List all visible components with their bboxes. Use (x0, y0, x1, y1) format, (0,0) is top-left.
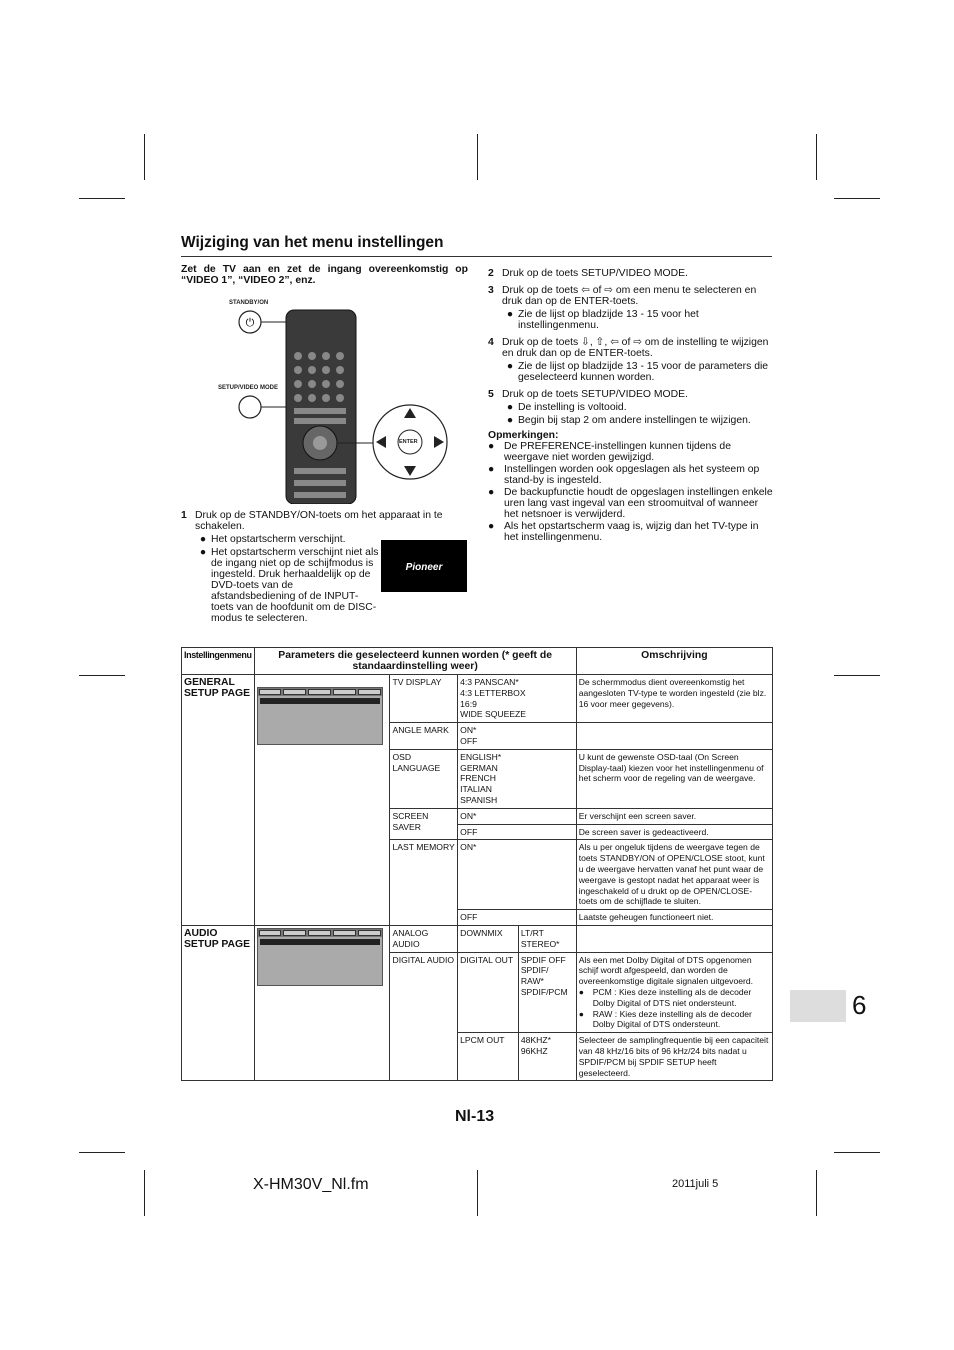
param-sub: DIGITAL OUT (458, 952, 519, 1033)
step-2 (488, 268, 774, 279)
header-desc: Omschrijving (576, 648, 772, 675)
step-1: 1 Druk op de STANDBY/ON-toets om het apparaat in te schakelen. ● Het opstartscherm verschijnt. ● Het opstartscherm verschijnt niet als de ingang niet op de schijfmodus is ingesteld. Druk herhaaldelijk op de DVD-toets van de afstandsbediening of de INPUT-toets van de hoofdunit om de DISC-modus te selecteren. (181, 510, 468, 624)
header-params: Parameters die geselecteerd kunnen worden (* geeft de standaardinstelling weer) (254, 648, 576, 675)
left-column (181, 264, 468, 286)
param-desc: U kunt de gewenste OSD-taal (On Screen Display-taal) kiezen voor het instellingenmenu of het scherm voor de regeling van de weergave. (576, 749, 772, 808)
param-desc: Selecteer de samplingfrequentie bij een capaciteit van 48 kHz/16 bits of 96 kHz/24 bits nadat u SPDIF/PCM bij SPDIF SETUP heeft geselecteerd. (576, 1033, 772, 1081)
note: Instellingen worden ook opgeslagen als het systeem op stand-by is ingesteld. (504, 464, 760, 486)
footer-date: 2011juli 5 (672, 1178, 719, 1190)
param-name: ANALOG AUDIO (390, 925, 458, 952)
right-column: 2 Druk op de toets SETUP/VIDEO MODE. 3 Druk op de toets ⇦ of ⇨ om een menu te selecteren en druk dan op de ENTER-toets. ● Zie de lijst op bladzijde 13 - 15 voor het instellingenmenu. 4 Druk op de toets ⇩, ⇧, ⇦ of ⇨ om de instelling te wijzigen en druk dan op de ENTER-toets. ● Zie de lijst op bladzijde 13 - 15 voor de parameters die geselecteerd kunnen worden. 5 Druk op de toets SETUP/VIDEO MODE. ● De instelling is voltooid. ● Begin bij stap 2 om andere instellingen te wijzigen. Opmerkingen: ● De PREFERENCE-instellingen kunnen tijdens de weergave niet worden gewijzigd. ● Instellingen worden ook opgeslagen als het systeem op stand-by is ingesteld. ● De backupfunctie houdt de opgeslagen instellingen enkele uren lang vast ingeval van een stroomuitval of wanneer het netsnoer is verwijderd. ● Als het opstartscherm vaag is, wijzig dan het TV-type in het instellingenmenu. (488, 268, 773, 543)
step-number: 1 (181, 510, 187, 521)
page-title: Wijziging van het menu instellingen (181, 234, 772, 257)
param-desc: De screen saver is gedeactiveerd. (576, 824, 772, 840)
page-tab (790, 990, 846, 1022)
enter-label: ENTER (399, 439, 418, 445)
audio-setup-screen (254, 925, 390, 1080)
param-sub: LPCM OUT (458, 1033, 519, 1081)
note: De PREFERENCE-instellingen kunnen tijdens de weergave niet worden gewijzigd. (504, 441, 731, 463)
menu-screenshot (257, 687, 383, 745)
param-name: OSD LANGUAGE (390, 749, 458, 808)
remote-control-icon (236, 308, 471, 504)
pioneer-logo-icon (381, 540, 467, 592)
step-sub: De instelling is voltooid. (518, 402, 627, 413)
step-number: 4 (488, 337, 494, 348)
param-sub: DOWNMIX (458, 925, 519, 952)
param-options: 4:3 PANSCAN* 4:3 LETTERBOX 16:9 WIDE SQUEEZE (458, 675, 577, 723)
param-name: DIGITAL AUDIO (390, 952, 458, 1081)
page-tab-number: 6 (852, 990, 867, 1020)
param-name: SCREEN SAVER (390, 808, 458, 840)
setup-label: SETUP/VIDEO MODE (218, 385, 279, 391)
startup-screen-image (381, 540, 467, 592)
param-name: ANGLE MARK (390, 723, 458, 750)
step-5: 5 Druk op de toets SETUP/VIDEO MODE. ● De instelling is voltooid. ● Begin bij stap 2 om andere instellingen te wijzigen. (488, 389, 751, 426)
note: De backupfunctie houdt de opgeslagen instellingen enkele uren lang vast ingeval van een stroomuitval of wanneer het netsnoer is verwijderd. (504, 487, 773, 520)
step-number: 5 (488, 389, 494, 400)
settings-table (181, 647, 773, 1081)
param-options: ON* (458, 808, 577, 824)
param-options: ON* (458, 840, 577, 910)
param-desc (576, 925, 772, 952)
audio-setup-cell: AUDIO SETUP PAGE (182, 925, 255, 1080)
step-sub: Begin bij stap 2 om andere instellingen te wijzigen. (518, 415, 751, 426)
step-text: Druk op de toets ⇩, ⇧, ⇦ of ⇨ om de instelling te wijzigen en druk dan op de ENTER-toets. (502, 337, 769, 359)
param-name: TV DISPLAY (390, 675, 458, 723)
step-sub: Zie de lijst op bladzijde 13 - 15 voor de parameters die geselecteerd kunnen worden. (518, 361, 769, 383)
header-menu: Instellingenmenu (182, 648, 255, 675)
step-text: Druk op de toets SETUP/VIDEO MODE. (502, 389, 688, 400)
param-desc: Laatste geheugen functioneert niet. (576, 910, 772, 926)
note: Als het opstartscherm vaag is, wijzig dan het TV-type in het instellingenmenu. (504, 521, 759, 543)
step-4: 4 Druk op de toets ⇩, ⇧, ⇦ of ⇨ om de instelling te wijzigen en druk dan op de ENTER-toets. ● Zie de lijst op bladzijde 13 - 15 voor de parameters die geselecteerd kunnen worden. (488, 337, 774, 383)
step-text: Druk op de toets SETUP/VIDEO MODE. (502, 268, 688, 279)
desc-bullet: PCM : Kies deze instelling als de decoder Dolby Digital of DTS niet ondersteunt. (592, 986, 752, 1008)
page-label: Nl-13 (455, 1108, 495, 1125)
param-desc: Als u per ongeluk tijdens de weergave tegen de toets STANDBY/ON of OPEN/CLOSE stoot, kunt u de weergave hervatten vanaf het punt waar de weergave is gestopt nadat het apparaat weer is ingeschakeld of u drukt op de OPEN/CLOSE-toets om de schijflade te sluiten. (576, 840, 772, 910)
step-3: 3 Druk op de toets ⇦ of ⇨ om een menu te selecteren en druk dan op de ENTER-toets. ● Zie de lijst op bladzijde 13 - 15 voor het instellingenmenu. (488, 285, 774, 331)
intro-text: Zet de TV aan en zet de ingang overeenkomstig op “VIDEO 1”, “VIDEO 2”, enz. (181, 264, 468, 286)
footer-filename: X-HM30V_Nl.fm (253, 1176, 369, 1193)
step-text: Druk op de toets ⇦ of ⇨ om een menu te selecteren en druk dan op de ENTER-toets. (502, 285, 757, 307)
param-options: ENGLISH* GERMAN FRENCH ITALIAN SPANISH (458, 749, 577, 808)
param-desc: Als een met Dolby Digital of DTS opgenomen schijf wordt afgespeeld, dan worden de overeenkomstige digitale signalen uitgevoerd. ● PCM : Kies deze instelling als de decoder Dolby Digital of DTS niet ondersteunt. ● RAW : Kies deze instelling als de decoder Dolby Digital of DTS ondersteunt. (576, 952, 772, 1033)
step-number: 3 (488, 285, 494, 296)
param-options: OFF (458, 824, 577, 840)
menu-screenshot (257, 928, 383, 986)
param-options: LT/RT STEREO* (518, 925, 576, 952)
step-sub: Het opstartscherm verschijnt. (211, 534, 346, 545)
param-desc (576, 723, 772, 750)
desc-text: Als een met Dolby Digital of DTS opgenomen schijf wordt afgespeeld, dan worden de overeenkomstige digitale signalen uitgevoerd. (578, 954, 754, 987)
standby-label: STANDBY/ON (229, 300, 269, 306)
param-desc: De schermmodus dient overeenkomstig het aangesloten TV-type te worden ingesteld (zie blz. 16 voor meer gegevens). (576, 675, 772, 723)
param-options: ON* OFF (458, 723, 577, 750)
pioneer-logo: Pioneer (405, 562, 443, 573)
step-text: Druk op de STANDBY/ON-toets om het apparaat in te schakelen. (195, 510, 443, 532)
param-options: SPDIF OFF SPDIF/ RAW* SPDIF/PCM (518, 952, 576, 1033)
general-setup-cell: GENERAL SETUP PAGE (182, 675, 255, 926)
step-sub: Het opstartscherm verschijnt niet als de ingang niet op de schijfmodus is ingesteld. Druk herhaaldelijk op de DVD-toets van de afstandsbediening of de INPUT-toets van de hoofdunit om de DISC-modus te selecteren. (211, 547, 379, 624)
svg-text:⏻: ⏻ (245, 316, 255, 329)
notes-title: Opmerkingen: (488, 430, 559, 441)
param-name: LAST MEMORY (390, 840, 458, 926)
step-number: 2 (488, 268, 494, 279)
param-options: 48KHZ* 96KHZ (518, 1033, 576, 1081)
step-sub: Zie de lijst op bladzijde 13 - 15 voor het instellingenmenu. (518, 309, 699, 331)
param-desc: Er verschijnt een screen saver. (576, 808, 772, 824)
general-setup-screen (254, 675, 390, 926)
desc-bullet: RAW : Kies deze instelling als de decoder Dolby Digital of DTS ondersteunt. (592, 1008, 752, 1030)
param-options: OFF (458, 910, 577, 926)
